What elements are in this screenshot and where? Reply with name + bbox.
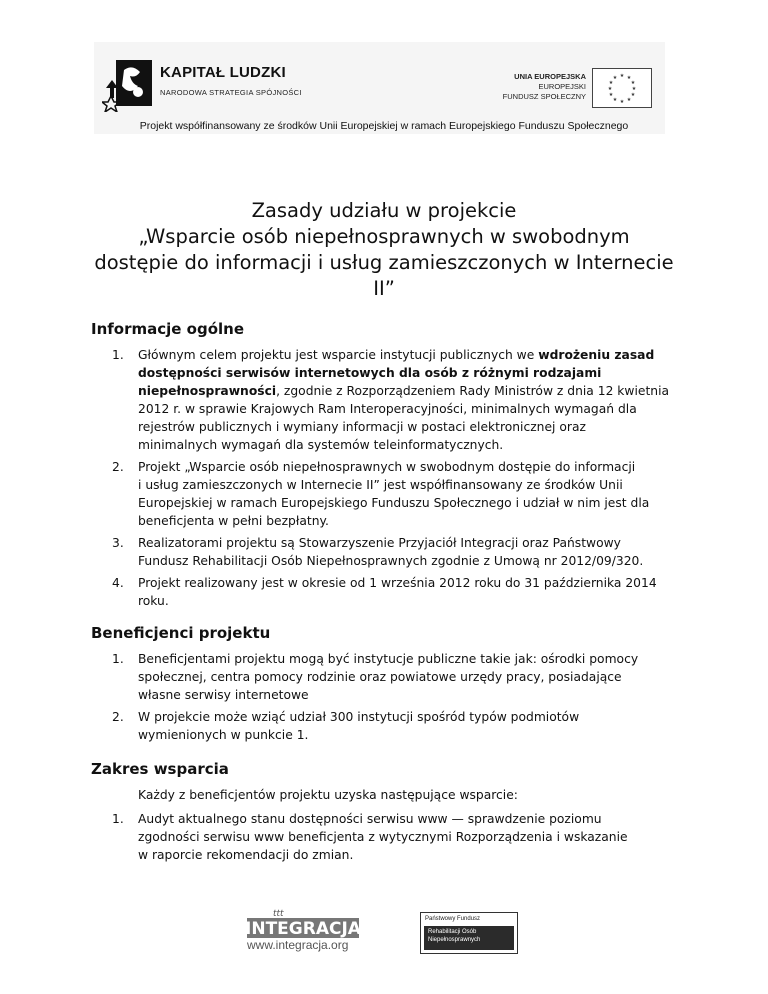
svg-text:★: ★ [626,75,632,81]
item-text: Głównym celem projektu jest wsparcie instytucji publicznych we [138,348,539,362]
item-text: wymienionych w punkcie 1. [138,728,309,742]
item-text: w raporcie rekomendacji do zmian. [138,848,354,862]
item-text: Projekt realizowany jest w okresie od 1 września 2012 roku do 31 października 2014 [138,576,657,590]
logo-title: KAPITAŁ LUDZKI [160,64,286,81]
item-text: zgodności serwisu www beneficjenta z wytycznymi Rozporządzenia i wskazanie [138,830,628,844]
support-intro: Każdy z beneficjentów projektu uzyska następujące wsparcie: [138,788,518,802]
item-text-bold: dostępności serwisów internetowych dla osób z różnymi rodzajami [138,366,602,380]
integracja-logo-text: INTEGRACJA [245,919,361,939]
eu-label-line1: UNIA EUROPEJSKA [514,72,586,81]
list-item [112,458,672,530]
svg-text:★: ★ [608,92,614,98]
item-text: Realizatorami projektu są Stowarzyszenie Przyjaciół Integracji oraz Państwowy [138,536,621,550]
item-text: , zgodnie z Rozporządzeniem Rady Ministrów z dnia 12 kwietnia [276,384,670,398]
eu-label-line3: FUNDUSZ SPOŁECZNY [502,92,586,101]
svg-text:★: ★ [607,86,613,92]
kapital-ludzki-logo-icon [102,58,160,112]
title-line-3: dostępie do informacji i usług zamieszczonych w Internecie [94,251,674,274]
logo-subtitle: NARODOWA STRATEGIA SPÓJNOŚCI [160,88,302,97]
item-text: 2012 r. w sprawie Krajowych Ram Interoperacyjności, minimalnych wymagań dla [138,402,637,416]
pfron-top-text: Państwowy Fundusz [425,916,481,922]
item-text: minimalnych wymagań dla systemów teleinformatycznych. [138,438,504,452]
list-item [112,534,672,570]
title-line-1: Zasady udziału w projekcie [251,199,517,222]
eu-flag-icon [592,68,652,108]
document-title [80,198,688,302]
item-number: 1. [112,812,124,826]
pfron-text [428,928,480,944]
section-heading-support: Zakres wsparcia [91,760,229,778]
item-text-bold: niepełnosprawności [138,384,277,398]
svg-text:★: ★ [619,99,625,105]
item-text: własne serwisy internetowe [138,688,309,702]
item-number: 2. [112,460,124,474]
item-number: 2. [112,710,124,724]
svg-text:★: ★ [630,80,636,86]
item-text: i usług zamieszczonych w Internecie II” jest współfinansowany ze środków Unii [138,478,623,492]
item-number: 1. [112,348,124,362]
section-heading-general: Informacje ogólne [91,320,245,338]
item-text: Fundusz Rehabilitacji Osób Niepełnosprawnych zgodnie z Umową nr 2012/09/320. [138,554,644,568]
svg-text:★: ★ [612,75,618,81]
item-text: społecznej, centra pomocy rodzinie oraz powiatowe urzędy pracy, posiadające [138,670,622,684]
item-text: beneficjenta w pełni bezpłatny. [138,514,329,528]
item-text-bold: wdrożeniu zasad [538,348,655,362]
title-line-2: „Wsparcie osób niepełnosprawnych w swobodnym [138,225,630,248]
item-number: 4. [112,576,124,590]
cofinancing-caption: Projekt współfinansowany ze środków Unii Europejskiej w ramach Europejskiego Funduszu Społecznego [139,120,629,132]
item-text: W projekcie może wziąć udział 300 instytucji spośród typów podmiotów [138,710,580,724]
item-text: rejestrów publicznych i wymiany informacji w postaci elektronicznej oraz [138,420,586,434]
item-text: roku. [138,594,169,608]
section-heading-beneficiaries: Beneficjenci projektu [91,624,271,642]
svg-text:★: ★ [608,80,614,86]
eu-label-line2: EUROPEJSKI [538,82,586,91]
list-item [112,574,672,610]
svg-text:★: ★ [626,97,632,103]
item-text: Europejskiej w ramach Europejskiego Funduszu Społecznego i udział w nim jest dla [138,496,650,510]
list-item [112,346,672,454]
svg-text:★: ★ [619,73,625,79]
eu-label [480,72,586,102]
list-item [112,810,672,864]
svg-text:★: ★ [630,92,636,98]
pfron-logo [420,912,518,954]
pfron-line-2: Niepełnosprawnych [428,937,481,943]
svg-text:ttt: ttt [273,909,284,919]
list-item [112,708,672,744]
pfron-bar [424,926,514,950]
integracja-url: www.integracja.org [247,938,349,952]
svg-text:★: ★ [612,97,618,103]
item-number: 1. [112,652,124,666]
title-line-4: II” [373,277,395,300]
item-text: Audyt aktualnego stanu dostępności serwisu www — sprawdzenie poziomu [138,812,602,826]
item-number: 3. [112,536,124,550]
svg-text:★: ★ [631,86,637,92]
pfron-line-1: Rehabilitacji Osób [428,929,477,935]
item-text: Beneficjentami projektu mogą być instytucje publiczne takie jak: ośrodki pomocy [138,652,639,666]
item-text: Projekt „Wsparcie osób niepełnosprawnych w swobodnym dostępie do informacji [138,460,636,474]
list-item [112,650,672,704]
